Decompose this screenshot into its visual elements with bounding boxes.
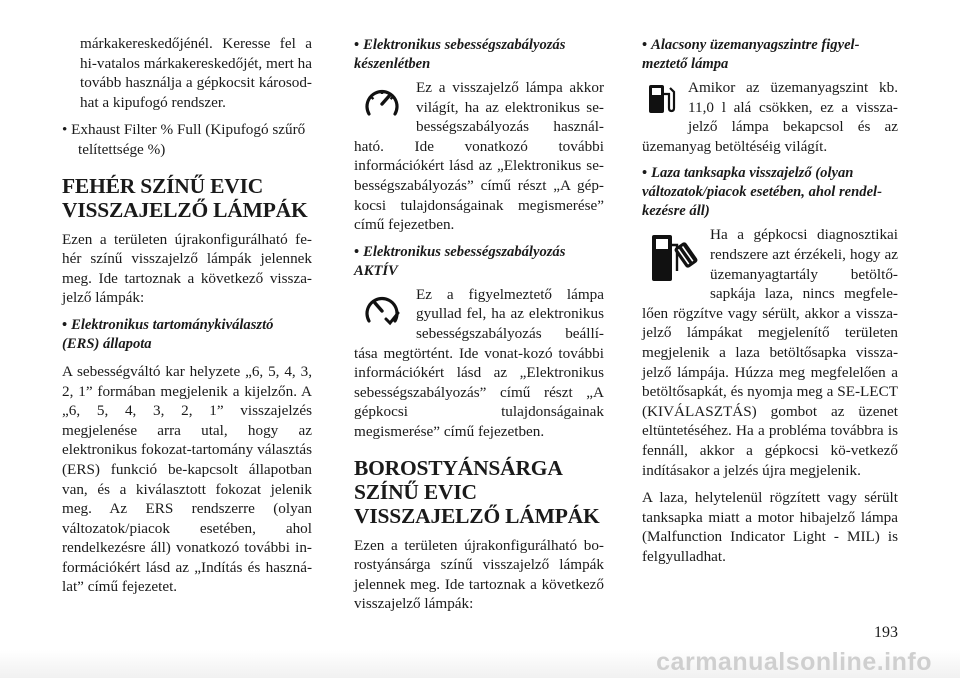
ers-heading: • Elektronikus tartománykiválasztó (ERS) állapota	[62, 316, 274, 352]
amber-lamps-intro: Ezen a területen újrakonfigurálható bo-rostyánsárga színű visszajelző lámpák jelennek meg. Ide tartoznak a következő visszajelző lámpák:	[354, 536, 604, 613]
cruise-active-heading: • Elektronikus sebességszabályozás AKTÍV	[354, 243, 566, 279]
column-right	[642, 34, 898, 566]
low-fuel-paragraph: Amikor az üzemanyagszint kb. 11,0 l alá csökken, ez a vissza-jelző lámpa bekapcsol és az üzemanyag betöltéséig világít.	[642, 79, 898, 155]
column-middle	[354, 34, 604, 614]
mil-paragraph: A laza, helytelenül rögzített vagy sérült tanksapka miatt a motor hibajelző lámpa (Malfunction Indicator Light - MIL) is felgyulladhat.	[642, 489, 898, 565]
speedometer-icon	[360, 82, 404, 132]
exhaust-filter-bullet: • Exhaust Filter % Full (Kipufogó szűrő telítettsége %)	[62, 121, 306, 158]
site-watermark: carmanualsonline.info	[656, 648, 932, 676]
loose-gas-cap-icon	[648, 229, 698, 293]
low-fuel-heading: • Alacsony üzemanyagszintre figyel-meztető lámpa	[642, 37, 860, 72]
white-lamps-intro: Ezen a területen újrakonfigurálható fe-hér színű visszajelző lámpák jelennek meg. Ide tartoznak a következő vissza-jelző lámpák:	[62, 230, 312, 307]
cruise-active-paragraph: Ez a figyelmeztető lámpa gyullad fel, ha az elektronikus sebességszabályozás beállí-tása megtörtént. Ide vonat-kozó további információkért lásd az „Elektronikus sebességszabályozás” című részt „A gépkocsi tulajdonságainak megismerése” című fejezetben.	[354, 285, 604, 440]
loose-cap-heading: • Laza tanksapka visszajelző (olyan változatok/piacok esetében, ahol rendel-kezésre áll)	[642, 165, 882, 220]
column-left	[62, 34, 312, 597]
amber-lamps-heading: BOROSTYÁNSÁRGA SZÍNŰ EVIC VISSZAJELZŐ LÁMPÁK	[354, 455, 600, 528]
ers-text: A sebességváltó kar helyzete „6, 5, 4, 3, 2, 1” formában megjelenik a kijelzőn. A „6, 5, 4, 3, 2, 1” visszajelzés megjelenése arra utal, hogy az elektronikus fokozat-tartomány választás (ERS) funkció be-kapcsolt állapotban van, és a kiválasztott fokozat jelenik meg. Az ERS rendszerre (olyan változatok/piacok esetében, ahol rendelkezésre áll) vonatkozó további in-formációkért lásd az „Indítás és haszná-lat” című fejezetet.	[62, 362, 312, 596]
cruise-ready-heading: • Elektronikus sebességszabályozás készenlétben	[354, 37, 566, 72]
white-lamps-heading: FEHÉR SZÍNŰ EVIC VISSZAJELZŐ LÁMPÁK	[62, 173, 308, 222]
fuel-pump-icon	[646, 82, 676, 122]
speedometer-check-icon	[360, 289, 404, 339]
cruise-ready-paragraph: Ez a visszajelző lámpa akkor világít, ha az elektronikus se-bességszabályozás használ-ható. Ide vonatkozó további információkért lásd az „Elektronikus se-bességszabályozás” című részt „A gép-kocsi tulajdonságainak megismerése” című fejezetben.	[354, 79, 604, 234]
continued-paragraph: márkakereskedőjénél. Keresse fel a hi-vatalos márkakereskedőjét, mert ha tovább használja a gépkocsit károsod-hat a kipufogó rendszer.	[80, 35, 312, 111]
page-number: 193	[874, 624, 898, 641]
loose-cap-paragraph: Ha a gépkocsi diagnosztikai rendszere azt érzékeli, hogy az üzemanyagtartály betöltő-sapkája laza, nincs megfele-lően rögzítve vagy sérült, akkor a vissza-jelző lámpákat megjelenítő területen megjelenik a laza betöltősapka vissza-jelző lámpája. Húzza meg megfelelően a betöltősapkát, és nyomja meg a SE-LECT (KIVÁLASZTÁS) gombot az üzenet eltüntetéséhez. Ha a probléma továbbra is fennáll, akkor a gépkocsi kö-vetkező indításakor a jelzés újra megjelenik.	[642, 226, 898, 479]
